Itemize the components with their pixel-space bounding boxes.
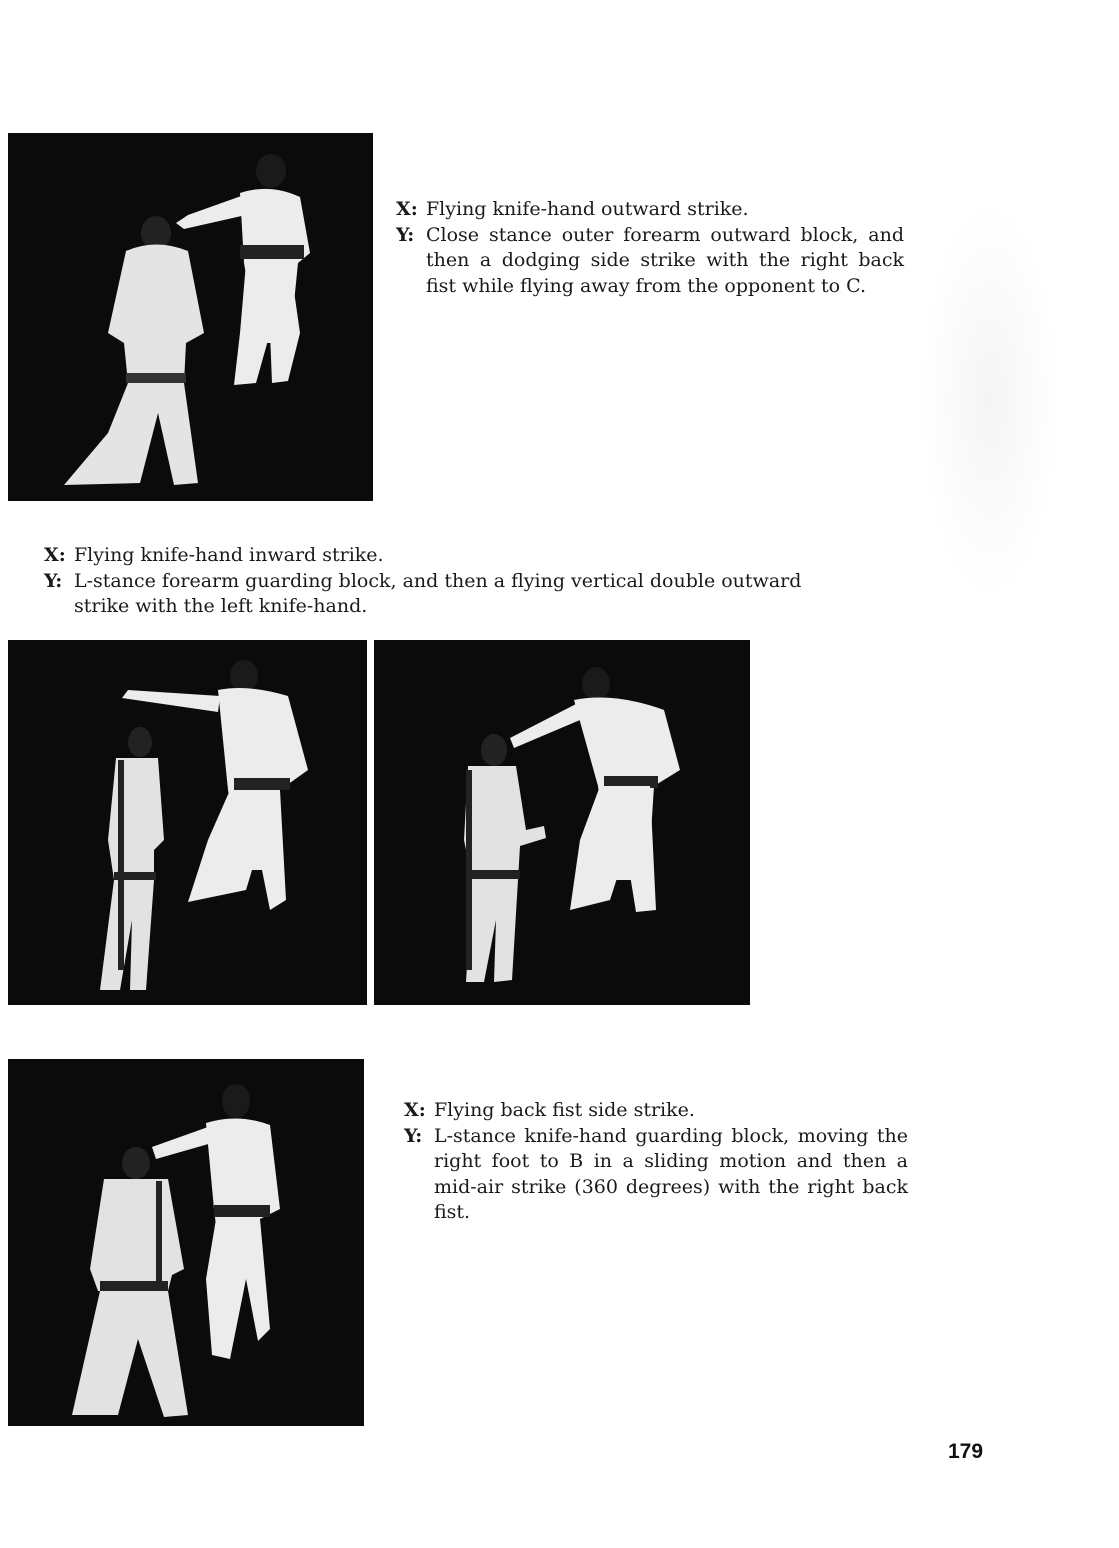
photo-figures: [374, 640, 750, 1005]
caption-2-x-label: X:: [44, 544, 66, 566]
photo-flying-knife-hand-inward-strike-a: [8, 640, 367, 1005]
photo-flying-knife-hand-outward-strike: [8, 133, 373, 501]
caption-1: [396, 197, 904, 299]
caption-3-y-label: Y:: [404, 1124, 423, 1147]
caption-2: [44, 543, 814, 620]
photo-flying-back-fist-side-strike: [8, 1059, 364, 1426]
caption-3-x-text: Flying back fist side strike.: [434, 1099, 695, 1121]
photo-flying-knife-hand-inward-strike-b: [374, 640, 750, 1005]
photo-figures: [8, 1059, 364, 1426]
caption-1-y-text: Close stance outer forearm outward block, and then a dodging side strike with the right back fist while flying away from the opponent to C.: [426, 223, 904, 297]
caption-2-y-label: Y:: [44, 569, 63, 592]
caption-2-y-text: L-stance forearm guarding block, and then a flying vertical double outward strike with the left knife-hand.: [74, 569, 802, 617]
caption-2-x-text: Flying knife-hand inward strike.: [74, 544, 384, 566]
photo-figures: [8, 133, 373, 501]
page-number: 179: [948, 1440, 984, 1463]
caption-1-x-text: Flying knife-hand outward strike.: [426, 198, 749, 220]
paper-smudge: [920, 200, 1060, 600]
caption-1-x-label: X:: [396, 198, 418, 220]
photo-figures: [8, 640, 367, 1005]
caption-1-y-label: Y:: [396, 223, 415, 246]
caption-3: [404, 1098, 908, 1226]
caption-3-y-text: L-stance knife-hand guarding block, moving the right foot to B in a sliding motion and then a mid-air strike (360 degrees) with the right back fist.: [434, 1124, 908, 1223]
caption-3-x-label: X:: [404, 1099, 426, 1121]
